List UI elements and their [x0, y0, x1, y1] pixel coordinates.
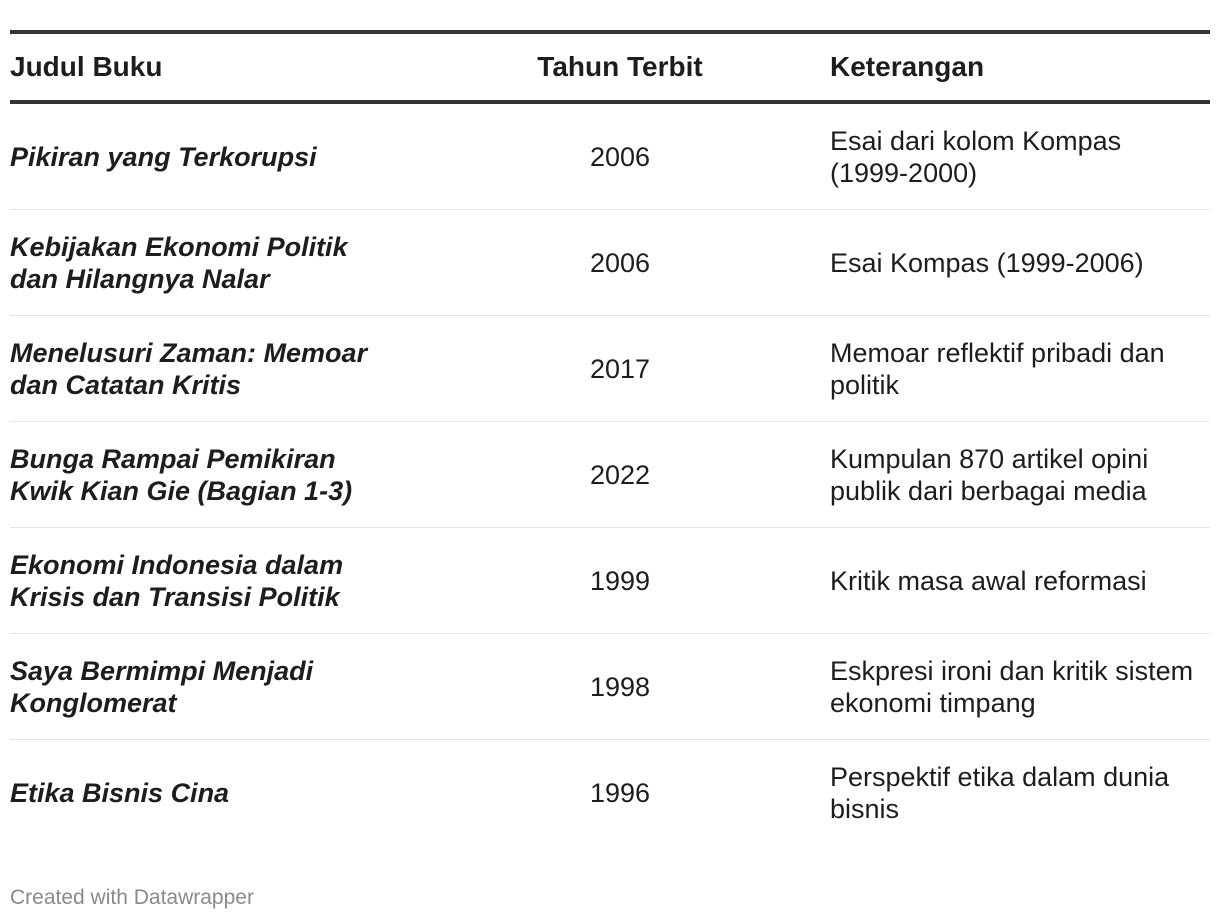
cell-title: Saya Bermimpi Menjadi Konglomerat	[10, 655, 314, 718]
cell-note: Perspektif etika dalam dunia bisnis	[830, 761, 1170, 824]
cell-note: Kumpulan 870 artikel opini publik dari berbagai media	[830, 443, 1149, 506]
table-body	[10, 102, 1210, 845]
cell-year: 1998	[589, 671, 651, 702]
column-header-title: Judul Buku	[10, 51, 163, 82]
cell-title: Bunga Rampai Pemikiran Kwik Kian Gie (Bagian 1-3)	[10, 443, 353, 506]
cell-note: Eskpresi ironi dan kritik sistem ekonomi timpang	[830, 655, 1194, 718]
table-row	[10, 634, 1210, 740]
table-row	[10, 422, 1210, 528]
cell-year: 2006	[589, 141, 651, 172]
cell-title: Menelusuri Zaman: Memoar dan Catatan Kritis	[10, 337, 368, 400]
cell-title: Pikiran yang Terkorupsi	[10, 141, 317, 172]
column-header-note: Keterangan	[830, 51, 985, 82]
table-header	[10, 32, 1210, 102]
table-row	[10, 316, 1210, 422]
cell-title: Kebijakan Ekonomi Politik dan Hilangnya Nalar	[10, 231, 348, 294]
datawrapper-credit[interactable]: Created with Datawrapper	[10, 886, 254, 909]
book-table	[10, 30, 1210, 845]
table-row	[10, 102, 1210, 210]
cell-year: 1999	[589, 565, 651, 596]
cell-note: Kritik masa awal reformasi	[830, 565, 1147, 596]
cell-year: 1996	[589, 777, 651, 808]
cell-note: Esai Kompas (1999-2006)	[830, 247, 1144, 278]
table-row	[10, 740, 1210, 846]
header-row	[10, 32, 1210, 102]
cell-title: Etika Bisnis Cina	[10, 777, 230, 808]
cell-title: Ekonomi Indonesia dalam Krisis dan Transisi Politik	[10, 549, 344, 612]
book-table-container	[10, 30, 1210, 845]
cell-year: 2017	[589, 353, 651, 384]
table-row	[10, 210, 1210, 316]
cell-note: Memoar reflektif pribadi dan politik	[830, 337, 1165, 400]
cell-year: 2006	[589, 247, 651, 278]
cell-note: Esai dari kolom Kompas (1999-2000)	[830, 125, 1122, 188]
column-header-year: Tahun Terbit	[537, 51, 703, 82]
cell-year: 2022	[589, 459, 651, 490]
table-row	[10, 528, 1210, 634]
